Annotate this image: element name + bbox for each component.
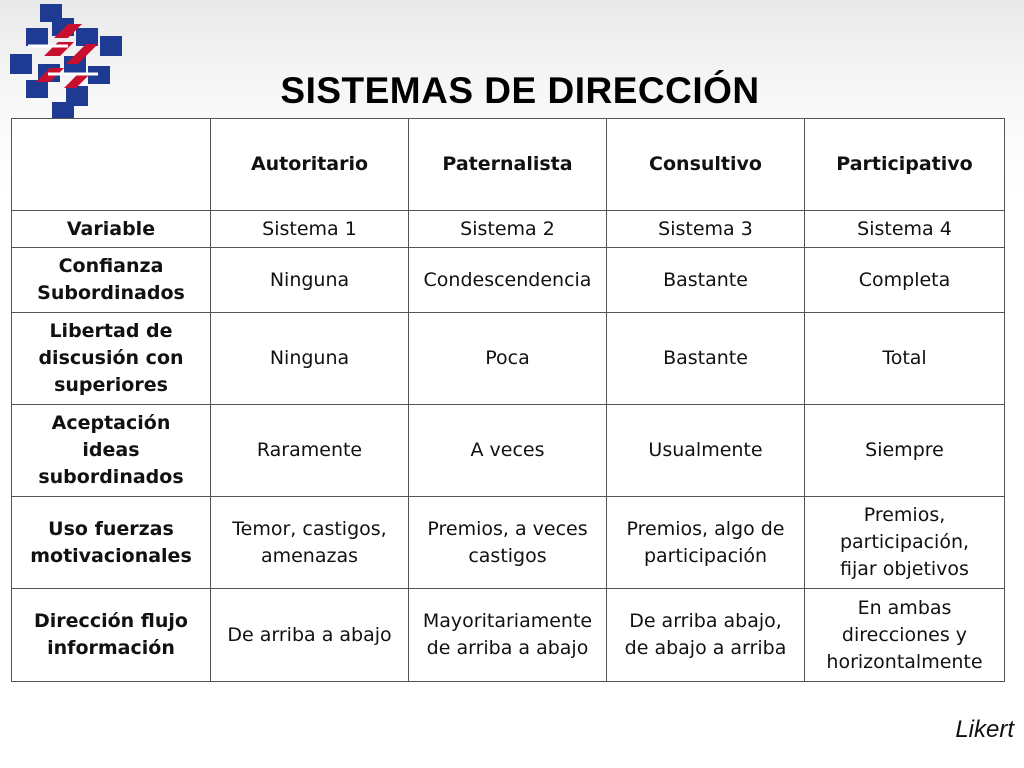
cell-line: Completa [858,268,951,291]
table-cell [805,405,1005,497]
cell-line: participación [643,544,768,567]
table-cell [409,497,607,589]
cell-line: amenazas [260,544,359,567]
row-header [12,211,211,248]
column-header: Participativo [805,119,1005,211]
cell-line: Bastante [663,268,748,291]
page-title: SISTEMAS DE DIRECCIÓN [280,70,760,111]
table-cell [409,313,607,405]
row-header [12,497,211,589]
cell-line: Poca [485,347,530,369]
row-header [12,589,211,682]
table-cell [607,497,805,589]
table-row [12,497,1005,589]
cell-line: subordinados [38,466,184,488]
table-cell [211,248,409,313]
table-cell [211,313,409,405]
table-cell [805,313,1005,405]
table-row [12,248,1005,313]
cell-line: Condescendencia [423,268,592,291]
column-header: Autoritario [211,119,409,211]
cell-line: motivacionales [30,544,192,567]
table-cell [409,405,607,497]
table-cell [409,248,607,313]
table-cell [607,248,805,313]
cell-line: Mayoritariamente [422,610,593,632]
cell-line: información [47,637,175,659]
cell-line: Variable [66,217,156,240]
cell-line: Premios, algo de [626,517,785,540]
logo-blue-blocks [10,4,122,120]
cell-line: ideas [82,439,140,461]
cell-line: De arriba abajo, [629,610,782,632]
cell-line: Libertad de [49,320,173,342]
cell-line: Premios, [863,504,946,526]
table-row [12,405,1005,497]
cell-line: Raramente [256,439,363,461]
cell-line: Ninguna [269,268,350,291]
table-cell [211,405,409,497]
table-row [12,313,1005,405]
cell-line: Dirección flujo [34,610,188,632]
cell-line: horizontalmente [826,650,983,673]
table-header-row [12,119,1005,211]
cell-line: Ninguna [269,347,350,369]
cell-line: A veces [470,439,545,461]
cell-line: Siempre [865,439,944,461]
cell-line: Total [882,347,927,369]
cell-line: superiores [54,374,168,396]
table-row [12,589,1005,682]
table-cell [805,211,1005,248]
table-cell [607,405,805,497]
cell-line: Uso fuerzas [48,517,174,540]
column-header: Paternalista [409,119,607,211]
cell-line: participación, [839,531,970,553]
table-cell [607,589,805,682]
cell-line: Sistema 3 [658,217,753,240]
cell-line: En ambas [857,596,952,619]
cell-line: Sistema 4 [857,217,952,240]
table-cell [607,211,805,248]
cell-line: Confianza [58,255,164,277]
row-header [12,405,211,497]
cell-line: Usualmente [648,439,763,461]
cell-line: Premios, a veces [427,517,588,540]
cell-line: discusión con [38,347,184,369]
cell-line: Aceptación [51,412,171,434]
table-row [12,211,1005,248]
table-cell [409,211,607,248]
table-body [12,119,1005,682]
cell-line: direcciones y [841,623,968,646]
row-header [12,313,211,405]
header-corner-cell [12,119,211,211]
cell-line: Bastante [663,347,748,369]
cell-line: de abajo a arriba [624,637,787,659]
row-header [12,248,211,313]
cell-line: castigos [468,544,547,567]
cell-line: fijar objetivos [840,558,969,580]
author-credit: Likert [955,716,1014,743]
column-header: Consultivo [607,119,805,211]
cell-line: de arriba a abajo [426,637,589,659]
cell-line: De arriba a abajo [227,623,392,646]
table-cell [211,589,409,682]
table-cell [409,589,607,682]
table-cell [211,497,409,589]
table-cell [211,211,409,248]
table-cell [607,313,805,405]
cell-line: Sistema 2 [460,217,555,240]
cell-line: Sistema 1 [262,217,357,240]
institution-logo-icon [8,4,128,122]
table-cell [805,589,1005,682]
direction-systems-table [11,118,1005,682]
table-cell [805,248,1005,313]
table-cell [805,497,1005,589]
cell-line: Subordinados [37,282,185,304]
cell-line: Temor, castigos, [232,517,387,540]
